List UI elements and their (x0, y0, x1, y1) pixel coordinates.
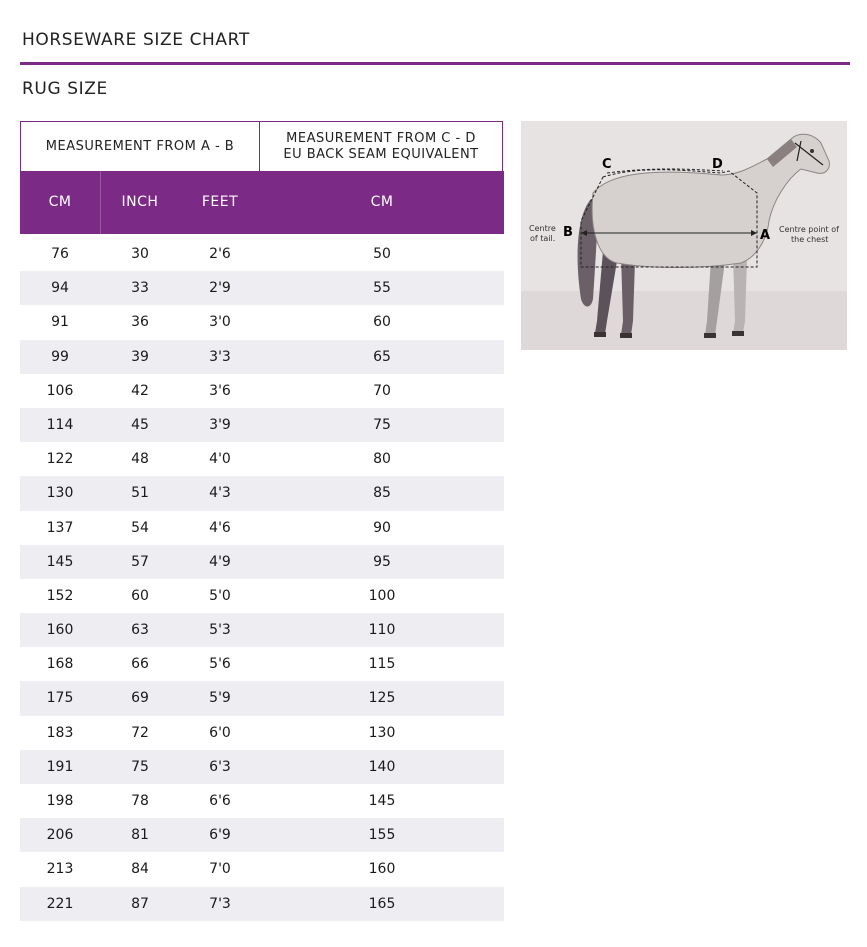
cell-inch: 57 (131, 553, 149, 570)
size-table-body (20, 237, 504, 921)
cell-feet: 6'9 (209, 827, 231, 844)
group-header-c-d (259, 121, 503, 171)
cell-cm: 213 (46, 861, 74, 878)
cell-feet: 7'3 (209, 895, 231, 912)
cell-cd-cm: 80 (373, 451, 391, 468)
cell-inch: 69 (131, 690, 149, 707)
table-row (20, 887, 504, 921)
cell-cd-cm: 70 (373, 382, 391, 399)
cell-cd-cm: 60 (373, 314, 391, 331)
cell-feet: 5'6 (209, 656, 231, 673)
cell-cd-cm: 130 (368, 724, 396, 741)
cell-cd-cm: 165 (368, 895, 396, 912)
table-row (20, 374, 504, 408)
cell-cm: 137 (46, 519, 74, 536)
label-a: A (760, 228, 771, 243)
group-header-a-b-label: MEASUREMENT FROM A - B (45, 138, 235, 154)
cell-feet: 5'9 (209, 690, 231, 707)
cell-cd-cm: 55 (373, 280, 391, 297)
table-row (20, 442, 504, 476)
cell-cd-cm: 50 (373, 246, 391, 262)
cell-feet: 6'0 (209, 724, 231, 741)
cell-feet: 4'6 (209, 519, 231, 536)
cell-cm: 221 (46, 895, 74, 912)
tail-note-line-2: of tail. (530, 234, 556, 243)
cell-cm: 145 (46, 553, 74, 570)
cell-cm: 152 (46, 587, 74, 604)
cell-feet: 5'0 (209, 587, 231, 604)
cell-inch: 30 (131, 246, 149, 262)
cell-feet: 3'6 (209, 382, 231, 399)
cell-feet: 7'0 (209, 861, 231, 878)
label-d: D (712, 157, 723, 172)
cell-cd-cm: 155 (368, 827, 396, 844)
cell-cd-cm: 125 (368, 690, 396, 707)
table-row (20, 476, 504, 510)
table-row (20, 784, 504, 818)
column-header-feet: FEET (201, 194, 239, 210)
table-row (20, 545, 504, 579)
page-title: HORSEWARE SIZE CHART (22, 30, 250, 50)
cell-feet: 2'9 (209, 280, 231, 297)
chest-note-line-2: the chest (791, 235, 829, 244)
table-row (20, 818, 504, 852)
cell-cd-cm: 65 (373, 348, 391, 365)
cell-cm: 122 (46, 451, 74, 468)
cell-feet: 6'6 (209, 793, 231, 809)
tail-note-line-1: Centre (529, 224, 556, 233)
chest-note-line-1: Centre point of (779, 225, 839, 234)
cell-cd-cm: 110 (368, 622, 396, 639)
cell-feet: 4'9 (209, 553, 231, 570)
cell-feet: 6'3 (209, 758, 231, 775)
cell-cm: 106 (46, 382, 74, 399)
cell-cd-cm: 90 (373, 519, 391, 536)
cell-inch: 84 (131, 861, 149, 878)
cell-inch: 39 (131, 348, 149, 365)
table-row (20, 305, 504, 339)
cell-inch: 78 (131, 793, 149, 809)
cell-inch: 60 (131, 587, 149, 604)
cell-cd-cm: 160 (368, 861, 396, 878)
table-row (20, 271, 504, 305)
table-row (20, 750, 504, 784)
table-row (20, 237, 504, 271)
cell-cm: 114 (46, 416, 74, 433)
table-row (20, 408, 504, 442)
table-row (20, 613, 504, 647)
cell-cm: 175 (46, 690, 74, 707)
cell-inch: 42 (131, 382, 149, 399)
cell-cm: 94 (51, 280, 69, 297)
cell-cd-cm: 100 (368, 587, 396, 604)
cell-cd-cm: 145 (368, 793, 396, 809)
cell-cm: 168 (46, 656, 74, 673)
table-row (20, 511, 504, 545)
cell-cd-cm: 75 (373, 416, 391, 433)
cell-feet: 3'0 (209, 314, 231, 331)
column-header-cd-cm: CM (370, 194, 394, 210)
cell-inch: 33 (131, 280, 149, 297)
cell-feet: 4'0 (209, 451, 231, 468)
cell-feet: 2'6 (209, 246, 231, 262)
table-row (20, 340, 504, 374)
cell-cm: 198 (46, 793, 74, 809)
table-row (20, 579, 504, 613)
cell-cd-cm: 115 (368, 656, 396, 673)
cell-inch: 87 (131, 895, 149, 912)
cell-cm: 183 (46, 724, 74, 741)
column-header-inch: INCH (121, 194, 159, 210)
cell-cm: 191 (46, 758, 74, 775)
label-c: C (602, 157, 612, 172)
cell-inch: 54 (131, 519, 149, 536)
cell-inch: 51 (131, 485, 149, 502)
cell-cm: 76 (51, 246, 69, 262)
table-row (20, 716, 504, 750)
group-header-a-b (20, 121, 260, 171)
cell-cm: 160 (46, 622, 74, 639)
cell-cm: 99 (51, 348, 69, 365)
group-header-c-d-sublabel: EU BACK SEAM EQUIVALENT (283, 146, 479, 162)
cell-feet: 5'3 (209, 622, 231, 639)
cell-inch: 36 (131, 314, 149, 331)
cell-feet: 4'3 (209, 485, 231, 502)
diagram-floor (521, 291, 847, 350)
cell-cm: 206 (46, 827, 74, 844)
cell-inch: 45 (131, 416, 149, 433)
cell-cd-cm: 85 (373, 485, 391, 502)
title-divider (20, 62, 850, 65)
table-row (20, 852, 504, 886)
cell-cd-cm: 95 (373, 553, 391, 570)
label-b: B (563, 225, 573, 240)
cell-cd-cm: 140 (368, 758, 396, 775)
cell-inch: 81 (131, 827, 149, 844)
section-title: RUG SIZE (22, 79, 108, 99)
group-header-c-d-label: MEASUREMENT FROM C - D (286, 130, 476, 146)
column-header-cm: CM (48, 194, 72, 210)
column-header-bar (20, 171, 504, 234)
cell-inch: 63 (131, 622, 149, 639)
cell-inch: 72 (131, 724, 149, 741)
cell-inch: 48 (131, 451, 149, 468)
table-row (20, 647, 504, 681)
cell-cm: 91 (51, 314, 69, 331)
cell-inch: 66 (131, 656, 149, 673)
horse-measurement-diagram (521, 121, 847, 350)
cell-feet: 3'3 (209, 348, 231, 365)
cell-cm: 130 (46, 485, 74, 502)
table-row (20, 681, 504, 715)
cell-feet: 3'9 (209, 416, 231, 433)
cell-inch: 75 (131, 758, 149, 775)
